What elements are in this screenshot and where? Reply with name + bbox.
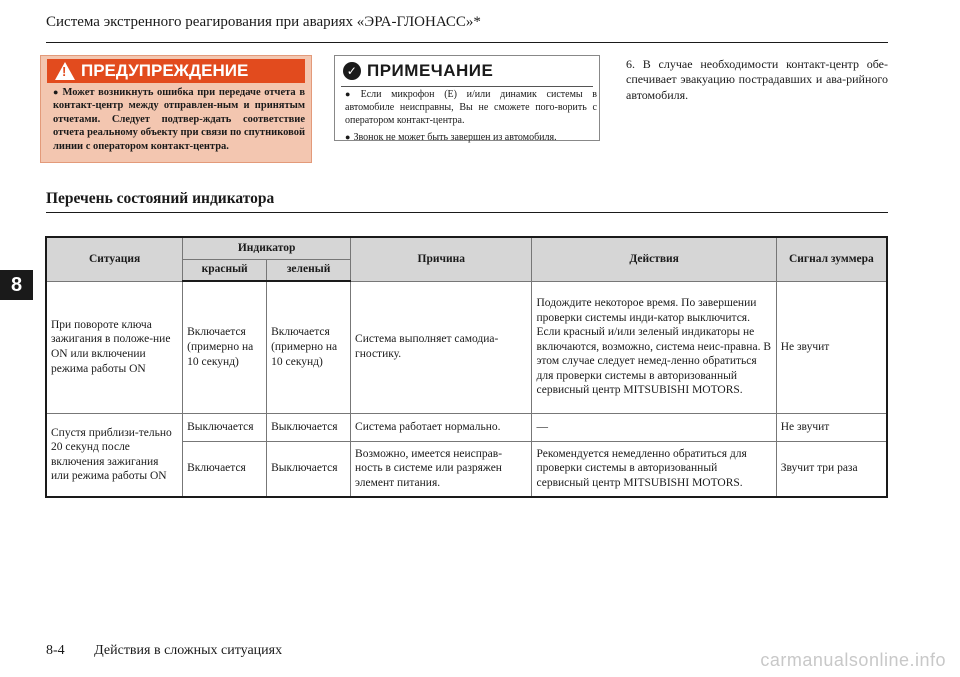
cell-red: Включается — [183, 441, 267, 497]
note-divider — [341, 86, 593, 87]
cell-situation: При повороте ключа зажигания в положе-ние ON или включении режима работы ON — [46, 281, 183, 413]
warning-title: ПРЕДУПРЕЖДЕНИЕ — [81, 61, 249, 80]
cell-green: Выключается — [267, 413, 351, 441]
step-6-paragraph: 6. В случае необходимости контакт-центр обе-спечивает эвакуацию пострадавших и ава-рийного автомобиля. — [626, 57, 888, 102]
cell-green: Включается (примерно на 10 секунд) — [267, 281, 351, 413]
cell-cause: Система выполняет самодиа-гностику. — [351, 281, 532, 413]
page-number: 8-4 — [46, 643, 65, 658]
cell-actions: — — [532, 413, 776, 441]
note-title-bar — [335, 59, 493, 83]
cell-red: Выключается — [183, 413, 267, 441]
cell-actions: Рекомендуется немедленно обратиться для проверки системы в авторизованный сервисный центр MITSUBISHI MOTORS. — [532, 441, 776, 497]
cell-cause: Возможно, имеется неисправ-ность в системе или разряжен элемент питания. — [351, 441, 532, 497]
note-item — [345, 88, 597, 127]
watermark: carmanualsonline.info — [760, 650, 946, 670]
table-row — [46, 281, 887, 413]
bullet-icon: ● — [345, 132, 351, 143]
note-item — [345, 131, 597, 145]
chapter-tab: 8 — [0, 270, 33, 300]
page-header-title: Система экстренного реагирования при авариях «ЭРА-ГЛОНАСС»* — [46, 14, 481, 30]
section-divider — [46, 212, 888, 213]
header-actions: Действия — [532, 237, 776, 281]
note-title: ПРИМЕЧАНИЕ — [367, 61, 494, 80]
note-box — [334, 55, 600, 144]
section-title: Перечень состояний индикатора — [46, 190, 275, 207]
cell-buzzer: Не звучит — [776, 413, 887, 441]
checkmark-icon: ✓ — [343, 62, 361, 80]
cell-actions: Подождите некоторое время. По завершении проверки системы инди-катор выключится. Если красный и/или зеленый индикаторы не включаются, возможно, система неис-правна. В этом случае следует немед-ленно обратиться для проверки системы в авторизованный сервисный центр MITSUBISHI MOTORS. — [532, 281, 776, 413]
cell-red: Включается (примерно на 10 секунд) — [183, 281, 267, 413]
table-row — [46, 413, 887, 441]
note-text-block — [345, 88, 597, 149]
cell-buzzer: Звучит три раза — [776, 441, 887, 497]
header-green: зеленый — [267, 259, 351, 281]
cell-cause: Система работает нормально. — [351, 413, 532, 441]
warning-text: Может возникнуть ошибка при передаче отчета в контакт-центр между отправлен-ным и принятым отчетами. Следует подтвер-ждать соответствие отчета реальному объекту при связи по спутниковой линии с оператором контакт-центра. — [53, 87, 305, 152]
header-indicator: Индикатор — [183, 237, 351, 259]
header-red: красный — [183, 259, 267, 281]
header-buzzer: Сигнал зуммера — [776, 237, 887, 281]
note-item-text: Звонок не может быть завершен из автомобиля. — [353, 132, 557, 144]
page-footer — [46, 643, 282, 659]
indicator-status-table — [45, 236, 888, 498]
header-divider — [46, 42, 888, 43]
warning-triangle-icon — [55, 62, 75, 80]
note-item-text: Если микрофон (E) и/или динамик системы в автомобиле неисправны, Вы не сможете пого-ворить с оператором контакт-центра. — [345, 89, 597, 126]
cell-green: Выключается — [267, 441, 351, 497]
header-situation: Ситуация — [46, 237, 183, 281]
cell-situation: Спустя приблизи-тельно 20 секунд после включения зажигания или режима работы ON — [46, 413, 183, 497]
header-cause: Причина — [351, 237, 532, 281]
warning-text-block — [53, 86, 305, 153]
warning-box — [40, 55, 312, 163]
warning-title-bar — [47, 59, 305, 83]
bullet-icon: ● — [345, 89, 358, 99]
cell-buzzer: Не звучит — [776, 281, 887, 413]
bullet-icon: ● — [53, 87, 60, 97]
footer-section-title: Действия в сложных ситуациях — [94, 643, 283, 658]
